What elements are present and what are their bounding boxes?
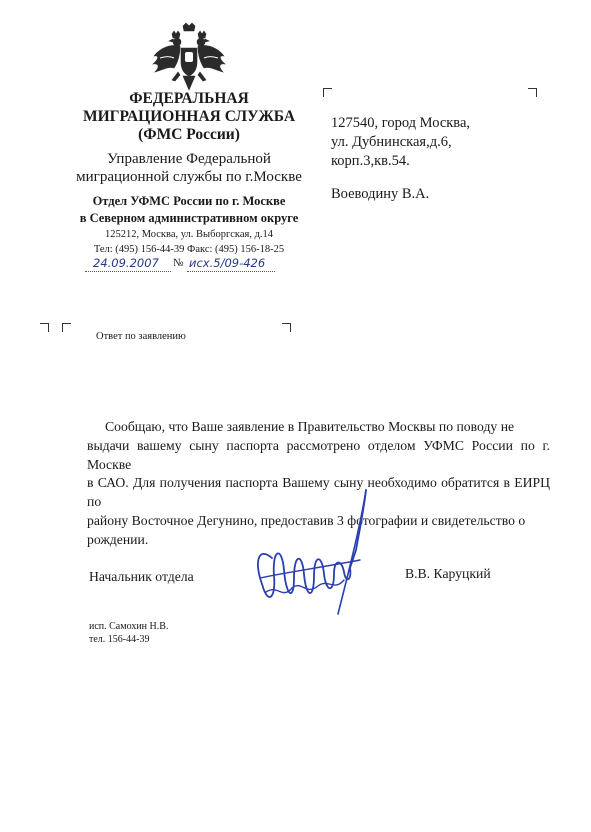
executor-phone: тел. 156-44-39 bbox=[89, 634, 150, 645]
reference-date: 24.09.2007 bbox=[93, 256, 159, 270]
recipient-address-line: 127540, город Москва, bbox=[331, 115, 471, 131]
agency-title-line: (ФМС России) bbox=[138, 126, 240, 143]
body-line: району Восточное Дегунино, предоставив 3 фотографии и свидетельство о bbox=[87, 512, 526, 528]
office-line: Отдел УФМС России по г. Москве bbox=[92, 194, 286, 208]
office-contacts bbox=[60, 227, 318, 257]
agency-title-line: МИГРАЦИОННАЯ СЛУЖБА bbox=[82, 108, 296, 125]
department-line: миграционной службы по г.Москве bbox=[76, 169, 302, 185]
recipient-address-line: корп.3,кв.54. bbox=[331, 153, 410, 169]
reference-number-line bbox=[187, 271, 275, 272]
subject-corner-mark bbox=[62, 323, 71, 332]
subject-corner-mark bbox=[40, 323, 49, 332]
recipient-corner-mark bbox=[528, 88, 537, 97]
letter-subject: Ответ по заявлению bbox=[96, 331, 186, 342]
department-name bbox=[70, 150, 308, 186]
double-headed-eagle-icon bbox=[150, 22, 228, 94]
recipient-address-line: ул. Дубнинская,д.6, bbox=[331, 134, 452, 150]
body-line: Сообщаю, что Ваше заявление в Правительство Москвы по поводу не bbox=[105, 419, 515, 434]
recipient-corner-mark bbox=[323, 88, 332, 97]
executor-name: исп. Самохин Н.В. bbox=[89, 621, 169, 632]
agency-title-line: ФЕДЕРАЛЬНАЯ bbox=[129, 90, 249, 107]
recipient-name: Воеводину В.А. bbox=[331, 186, 430, 202]
executor-info bbox=[89, 620, 168, 646]
body-line: рождении. bbox=[87, 531, 149, 547]
office-address: 125212, Москва, ул. Выборгская, д.14 bbox=[104, 229, 274, 240]
department-line: Управление Федеральной bbox=[107, 151, 271, 167]
outgoing-reference bbox=[85, 256, 285, 276]
office-line: в Северном административном округе bbox=[79, 211, 299, 225]
recipient-address bbox=[331, 114, 551, 171]
reference-number-label: № bbox=[173, 257, 184, 269]
body-line: выдачи вашему сыну паспорта рассмотрено отделом УФМС России по г. Москве bbox=[87, 437, 550, 472]
agency-title bbox=[60, 90, 318, 144]
reference-number: исх.5/09-426 bbox=[189, 256, 266, 270]
office-phone-fax: Тел: (495) 156-44-39 Факс: (495) 156-18-25 bbox=[93, 244, 285, 255]
body-line: в САО. Для получения паспорта Вашему сыну необходимо обратится в ЕИРЦ по bbox=[87, 475, 550, 510]
office-name bbox=[55, 193, 323, 227]
subject-corner-mark bbox=[282, 323, 291, 332]
signatory-name: В.В. Каруцкий bbox=[405, 566, 491, 581]
handwritten-signature-icon bbox=[248, 488, 378, 620]
signatory-position: Начальник отдела bbox=[89, 569, 194, 584]
reference-date-line bbox=[85, 271, 171, 272]
